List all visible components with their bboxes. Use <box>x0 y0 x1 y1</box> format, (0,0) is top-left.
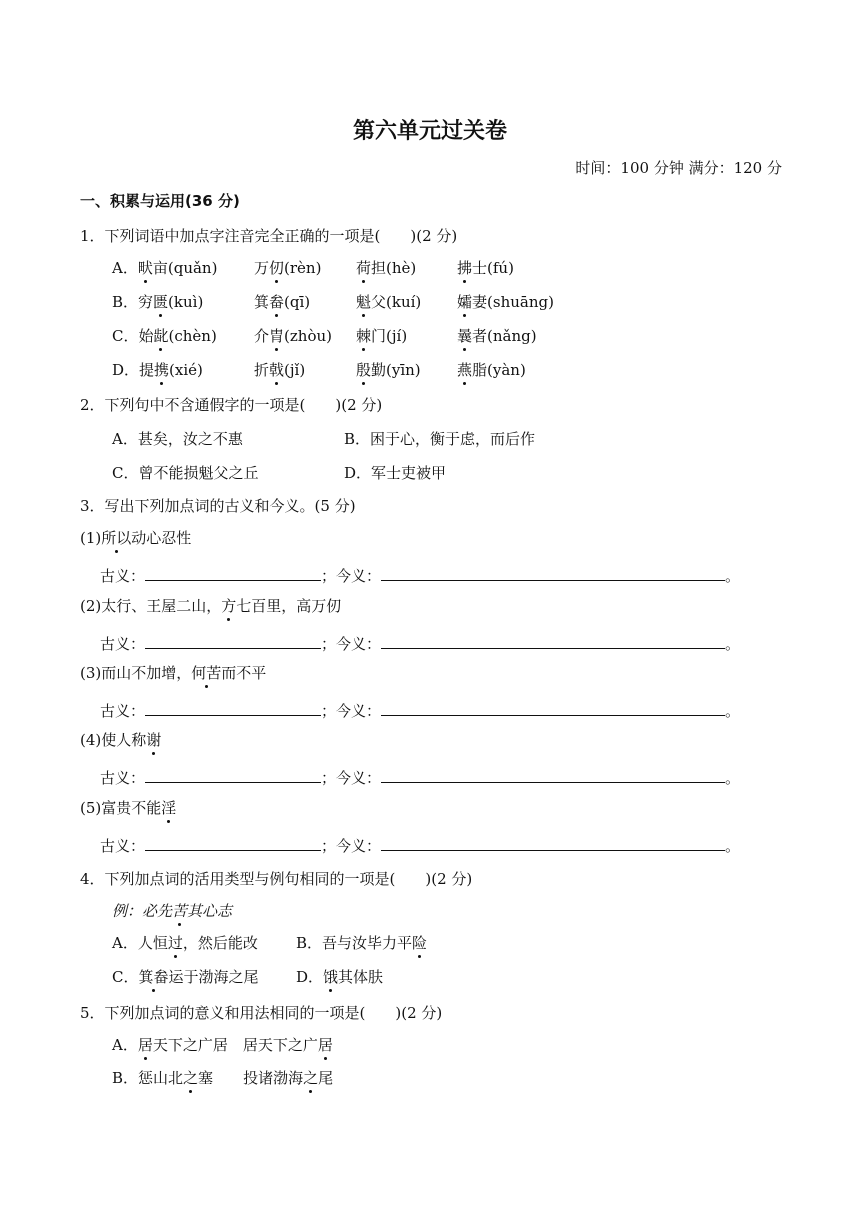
question-1-option-cell <box>457 325 537 346</box>
question-2-stem: 2．下列句中不含通假字的一项是( )(2 分) <box>80 396 383 414</box>
option-b-prefix: B．惩山北 <box>112 1069 184 1087</box>
cell-suffix: 亩(quǎn) <box>152 259 218 277</box>
item-dotted-word: 谢 <box>146 731 162 749</box>
period: 。 <box>725 567 741 585</box>
option-d-prefix: D． <box>296 968 324 986</box>
item-dotted-word: 方 <box>221 597 237 615</box>
cell-dotted-char: 畎 <box>137 259 153 277</box>
option-b-dotted-word-1: 之 <box>183 1069 199 1087</box>
option-c-dotted-word: 箕畚 <box>138 968 169 986</box>
cell-dotted-char: 畚 <box>269 293 285 311</box>
option-b-prefix-2: 投诸渤海 <box>243 1069 304 1087</box>
question-4-stem: 4．下列加点词的活用类型与例句相同的一项是( )(2 分) <box>80 870 473 888</box>
cell-dotted-char: 戟 <box>269 361 285 379</box>
modern-meaning-label: 今义： <box>336 769 382 787</box>
separator: ； <box>321 567 337 585</box>
option-b-middle: 塞 <box>198 1069 214 1087</box>
cell-dotted-char: 燕 <box>457 361 473 379</box>
cell-dotted-char: 胄 <box>269 327 285 345</box>
question-3-item <box>80 729 161 750</box>
example-suffix: 其心志 <box>187 902 233 920</box>
question-1-option-cell <box>254 257 321 278</box>
cell-suffix: (chèn) <box>168 327 217 345</box>
cell-dotted-char: 魁 <box>356 293 372 311</box>
question-3-answer-line <box>100 565 740 586</box>
cell-prefix: 折 <box>254 361 270 379</box>
cell-dotted-char: 曩 <box>457 327 473 345</box>
question-2-option-a: A．甚矣，汝之不惠 <box>112 430 243 448</box>
option-b-gap <box>213 1069 243 1087</box>
ancient-meaning-blank[interactable] <box>145 768 321 783</box>
option-a-gap <box>228 1036 243 1054</box>
example-prefix: 例：必先 <box>112 902 173 920</box>
option-a-prefix: A． <box>112 1036 138 1054</box>
cell-suffix: 门(jí) <box>371 327 408 345</box>
cell-dotted-char: 匮 <box>153 293 169 311</box>
question-4-option-b <box>296 932 427 953</box>
question-1-option-cell <box>112 325 217 346</box>
question-1-option-cell <box>254 325 332 346</box>
item-prefix: (5)富贵不能 <box>80 799 162 817</box>
cell-suffix: (jǐ) <box>284 361 306 379</box>
cell-prefix: A． <box>112 259 138 277</box>
separator: ； <box>321 769 337 787</box>
question-1-option-cell <box>356 359 421 380</box>
question-1-option-cell <box>112 359 203 380</box>
item-suffix: 而不平 <box>221 664 267 682</box>
option-b-suffix-2: 尾 <box>318 1069 334 1087</box>
option-b-dotted-word-2: 之 <box>303 1069 319 1087</box>
question-1-option-cell <box>356 291 421 312</box>
cell-suffix: (kuì) <box>168 293 204 311</box>
option-d-dotted-word: 饿 <box>323 968 339 986</box>
cell-suffix: (xié) <box>169 361 203 379</box>
period: 。 <box>725 702 741 720</box>
question-2-option-b: B．困于心，衡于虑，而后作 <box>344 430 536 448</box>
option-c-prefix: C． <box>112 968 139 986</box>
period: 。 <box>725 635 741 653</box>
modern-meaning-blank[interactable] <box>381 836 725 851</box>
cell-suffix: (rèn) <box>284 259 322 277</box>
option-d-suffix: 其体肤 <box>338 968 384 986</box>
cell-dotted-char: 仞 <box>269 259 285 277</box>
modern-meaning-label: 今义： <box>336 635 382 653</box>
option-a-dotted-word-2: 居 <box>317 1036 333 1054</box>
item-dotted-word: 淫 <box>161 799 177 817</box>
item-prefix: (3)而山不加增， <box>80 664 192 682</box>
question-3-item <box>80 797 176 818</box>
modern-meaning-label: 今义： <box>336 837 382 855</box>
question-3-item <box>80 595 341 616</box>
cell-suffix: (zhòu) <box>284 327 332 345</box>
cell-suffix: 士(fú) <box>472 259 514 277</box>
separator: ； <box>321 635 337 653</box>
cell-prefix: 介 <box>254 327 270 345</box>
question-3-item <box>80 527 191 548</box>
modern-meaning-label: 今义： <box>336 702 382 720</box>
item-prefix: (2)太行、王屋二山， <box>80 597 222 615</box>
cell-prefix: C．始 <box>112 327 154 345</box>
question-1-option-cell <box>112 257 217 278</box>
cell-suffix: 脂(yàn) <box>472 361 526 379</box>
question-5-option-a <box>112 1034 333 1055</box>
period: 。 <box>725 837 741 855</box>
question-3-answer-line <box>100 767 740 788</box>
item-dotted-word: 何苦 <box>191 664 222 682</box>
item-suffix: 七百里，高万仞 <box>236 597 342 615</box>
ancient-meaning-label: 古义： <box>100 837 146 855</box>
example-dotted-word: 苦 <box>172 902 188 920</box>
cell-prefix: D．提 <box>112 361 155 379</box>
question-4-option-a <box>112 932 258 953</box>
question-3-stem: 3．写出下列加点词的古义和今义。(5 分) <box>80 497 356 515</box>
question-4-option-c <box>112 966 259 987</box>
modern-meaning-blank[interactable] <box>381 768 725 783</box>
ancient-meaning-label: 古义： <box>100 769 146 787</box>
ancient-meaning-blank[interactable] <box>145 634 321 649</box>
item-prefix: (4)使人称 <box>80 731 147 749</box>
cell-prefix: 箕 <box>254 293 270 311</box>
option-a-suffix: ，然后能改 <box>182 934 258 952</box>
item-prefix: (1) <box>80 529 102 547</box>
cell-dotted-char: 携 <box>154 361 170 379</box>
page-title: 第六单元过关卷 <box>352 119 507 144</box>
option-a-prefix: A．人恒 <box>112 934 168 952</box>
cell-dotted-char: 孀 <box>457 293 473 311</box>
question-1-option-cell <box>254 291 310 312</box>
separator: ； <box>321 837 337 855</box>
separator: ； <box>321 702 337 720</box>
question-1-option-cell <box>112 291 203 312</box>
question-5-stem: 5．下列加点词的意义和用法相同的一项是( )(2 分) <box>80 1004 443 1022</box>
ancient-meaning-blank[interactable] <box>145 566 321 581</box>
option-a-dotted-word: 过 <box>167 934 183 952</box>
cell-suffix: 者(nǎng) <box>472 327 537 345</box>
cell-suffix: 父(kuí) <box>371 293 422 311</box>
question-4-example <box>112 900 232 921</box>
ancient-meaning-label: 古义： <box>100 702 146 720</box>
question-1-option-cell <box>457 257 514 278</box>
question-1-option-cell <box>457 359 526 380</box>
option-c-suffix: 运于渤海之尾 <box>168 968 259 986</box>
cell-suffix: 担(hè) <box>371 259 417 277</box>
question-5-option-b <box>112 1067 333 1088</box>
item-suffix: 动心忍性 <box>131 529 192 547</box>
option-a-middle: 天下之广居 <box>152 1036 228 1054</box>
period: 。 <box>725 769 741 787</box>
cell-dotted-char: 棘 <box>356 327 372 345</box>
ancient-meaning-label: 古义： <box>100 635 146 653</box>
question-1-option-cell <box>356 325 407 346</box>
question-1-option-cell <box>457 291 554 312</box>
item-dotted-word: 所以 <box>101 529 132 547</box>
option-b-prefix: B．吾与汝毕力平 <box>296 934 413 952</box>
modern-meaning-blank[interactable] <box>381 701 725 716</box>
option-a-dotted-word-1: 居 <box>137 1036 153 1054</box>
cell-prefix: B．穷 <box>112 293 154 311</box>
modern-meaning-blank[interactable] <box>381 566 725 581</box>
cell-suffix: 妻(shuāng) <box>472 293 554 311</box>
question-4-option-d <box>296 966 383 987</box>
exam-meta: 时间：100 分钟 满分：120 分 <box>575 159 782 177</box>
modern-meaning-label: 今义： <box>336 567 382 585</box>
question-1-option-cell <box>356 257 416 278</box>
question-3-item <box>80 662 266 683</box>
question-2-option-c: C．曾不能损魁父之丘 <box>112 464 259 482</box>
cell-dotted-char: 龀 <box>153 327 169 345</box>
cell-prefix: 万 <box>254 259 270 277</box>
question-1-option-cell <box>254 359 305 380</box>
ancient-meaning-blank[interactable] <box>145 701 321 716</box>
question-3-answer-line <box>100 633 740 654</box>
cell-suffix: 勤(yīn) <box>371 361 421 379</box>
cell-dotted-char: 殷 <box>356 361 372 379</box>
option-b-dotted-word: 险 <box>412 934 428 952</box>
question-2-option-d: D．军士吏被甲 <box>344 464 447 482</box>
modern-meaning-blank[interactable] <box>381 634 725 649</box>
question-3-answer-line <box>100 835 740 856</box>
question-3-answer-line <box>100 700 740 721</box>
cell-suffix: (qī) <box>284 293 311 311</box>
section-heading: 一、积累与运用(36 分) <box>80 192 240 210</box>
ancient-meaning-blank[interactable] <box>145 836 321 851</box>
cell-dotted-char: 拂 <box>457 259 473 277</box>
option-a-prefix-2: 居天下之广 <box>242 1036 318 1054</box>
question-1-stem: 1．下列词语中加点字注音完全正确的一项是( )(2 分) <box>80 227 458 245</box>
cell-dotted-char: 荷 <box>356 259 372 277</box>
ancient-meaning-label: 古义： <box>100 567 146 585</box>
